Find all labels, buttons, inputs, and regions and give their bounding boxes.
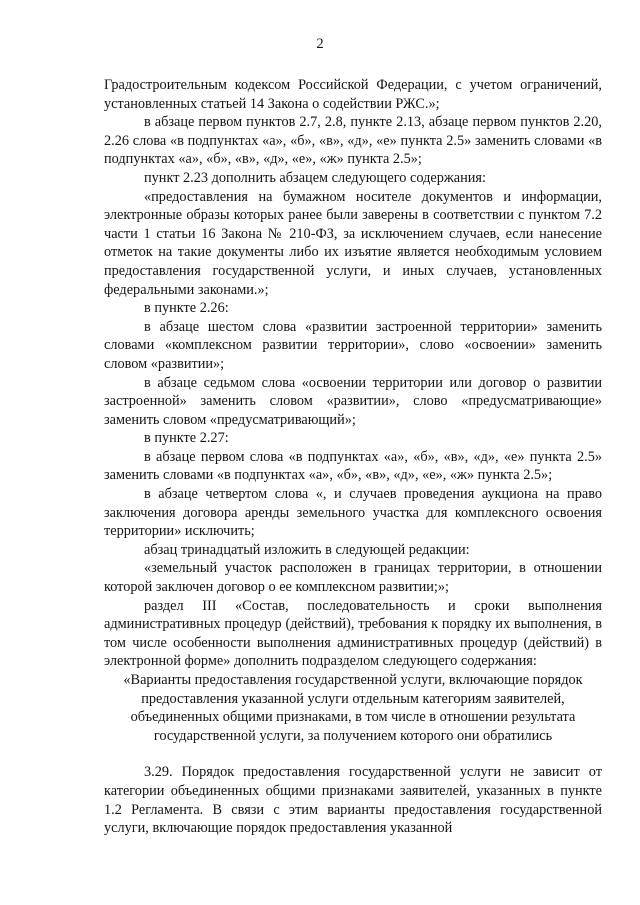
subsection-heading: «Варианты предоставления государственной услуги, включающие порядок предоставления указанной услуги отдельным категориям заявителей, объединенных общими признаками, в том числе в отношении результата государственной услуги, за получением которого они обратились [123,672,583,744]
paragraph-8: в пункте 2.27: [144,430,229,447]
paragraph-5: в пункте 2.26: [144,300,229,317]
paragraph-3-29: 3.29. Порядок предоставления государственной услуги не зависит от категории объединенных общими признаками заявителей, указанных в пункте 1.2 Регламента. В связи с этим варианты предоставления государственной услуги, включающие порядок предоставления указанной [104,764,602,837]
paragraph-6: в абзаце шестом слова «развитии застроенной территории» заменить словами «комплексном развитии территории», слово «освоении» заменить словом «развитии»; [104,318,602,372]
paragraph-2: в абзаце первом пунктов 2.7, 2.8, пункте 2.13, абзаце первом пунктов 2.20, 2.26 слова «в подпунктах «а», «б», «в», «д», «е» пункта 2.5» заменить словами «в подпунктах «а», «б», «в», «д», «е», «ж» пункта 2.5»; [104,114,602,168]
paragraph-7: в абзаце седьмом слова «освоении территории или договор о развитии застроенной» заменить словом «развитии», слово «предусматривающие» заменить словом «предусматривающий»; [104,374,602,428]
paragraph-11: абзац тринадцатый изложить в следующей редакции: [144,541,470,558]
page-number: 2 [316,36,324,52]
paragraph-12: «земельный участок расположен в границах территории, в отношении которой заключен договор о ее комплексном развитии;»; [104,560,602,596]
paragraph-1: Градостроительным кодексом Российской Федерации, с учетом ограничений, установленных статьей 14 Закона о содействии РЖС.»; [104,77,602,112]
paragraph-9: в абзаце первом слова «в подпунктах «а», «б», «в», «д», «е» пункта 2.5» заменить словами «в подпунктах «а», «б», «в», «д», «е», «ж» пункта 2.5»; [104,448,602,484]
document-body [104,76,602,838]
paragraph-10: в абзаце четвертом слова «, и случаев проведения аукциона на право заключения договора аренды земельного участка для комплексного освоения территории» исключить; [104,486,602,540]
paragraph-13: раздел III «Состав, последовательность и сроки выполнения административных процедур (действий), требования к порядку их выполнения, в том числе особенности выполнения административных процедур (действий) в электронной форме» дополнить подразделом следующего содержания: [104,597,602,670]
paragraph-4: «предоставления на бумажном носителе документов и информации, электронные образы которых ранее были заверены в соответствии с пунктом 7.2 части 1 статьи 16 Закона № 210-ФЗ, за исключением случаев, если нанесение отметок на такие документы либо их изъятие является необходимым условием предоставления государственной услуги, и иных случаев, установленных федеральными законами.»; [104,188,602,298]
paragraph-3: пункт 2.23 дополнить абзацем следующего содержания: [144,169,486,186]
